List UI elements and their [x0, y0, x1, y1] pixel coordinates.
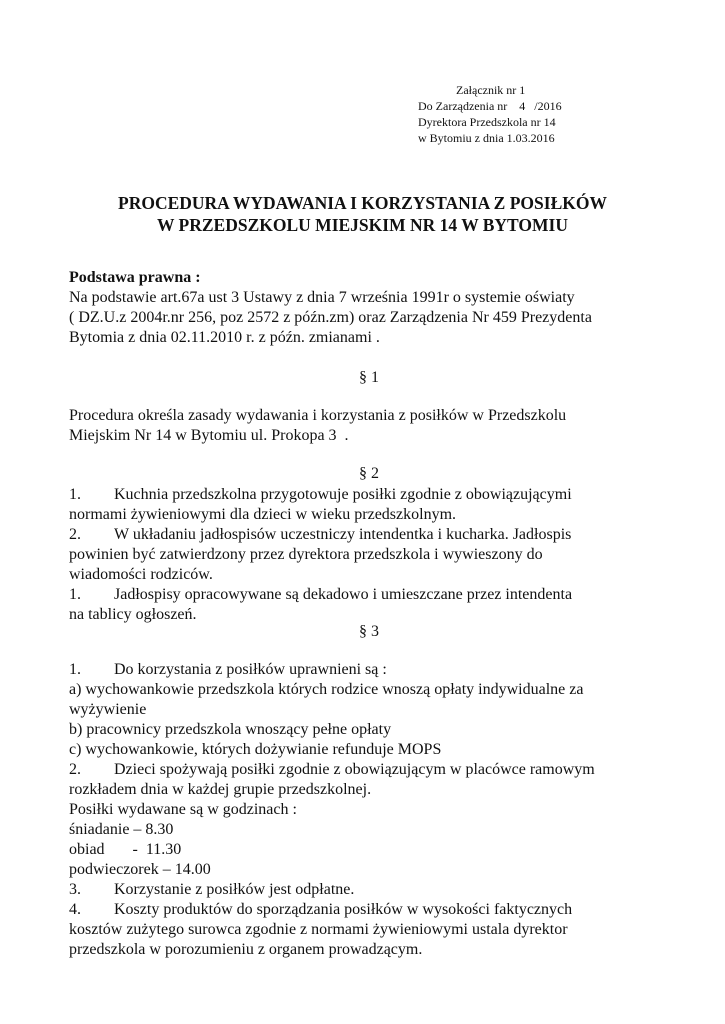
item-number: 2.	[69, 761, 81, 778]
section-mark-3: § 3	[359, 623, 379, 640]
attachment-line: Dyrektora Przedszkola nr 14	[418, 115, 556, 129]
item-text: Korzystanie z posiłków jest odpłatne.	[114, 881, 355, 898]
section3-items	[69, 660, 669, 960]
numbered-item	[69, 585, 669, 605]
title-line: W PRZEDSZKOLU MIEJSKIM NR 14 W BYTOMIU	[157, 215, 568, 235]
item-number: 1.	[69, 486, 81, 503]
item-text: Dzieci spożywają posiłki zgodnie z obowiązującym w placówce ramowym	[114, 761, 595, 778]
section2-items	[69, 485, 669, 625]
numbered-item	[69, 900, 669, 920]
item-number: 1.	[69, 661, 81, 678]
title-line: PROCEDURA WYDAWANIA I KORZYSTANIA Z POSIŁKÓW	[118, 193, 607, 213]
text-line: ( DZ.U.z 2004r.nr 256, poz 2572 z późn.zm) oraz Zarządzenia Nr 459 Prezydenta	[69, 309, 592, 326]
list-line: b) pracownicy przedszkola wnoszący pełne opłaty	[69, 721, 392, 738]
section-mark-2: § 2	[359, 465, 379, 482]
list-line: c) wychowankowie, których dożywianie refunduje MOPS	[69, 741, 442, 758]
text-line: przedszkola w porozumieniu z organem prowadzącym.	[69, 941, 423, 958]
legal-basis-heading: Podstawa prawna :	[69, 269, 201, 286]
attachment-line: Załącznik nr 1	[456, 83, 526, 97]
document-title	[40, 192, 685, 236]
text-line: kosztów zużytego surowca zgodnie z normami żywieniowymi ustala dyrektor	[69, 921, 568, 938]
text-line: rozkładem dnia w każdej grupie przedszkolnej.	[69, 781, 372, 798]
item-text: W układaniu jadłospisów uczestniczy intendentka i kucharka. Jadłospis	[114, 526, 572, 543]
numbered-item	[69, 525, 669, 545]
item-text: Koszty produktów do sporządzania posiłków w wysokości faktycznych	[114, 901, 573, 918]
item-number: 2.	[69, 526, 81, 543]
list-line: a) wychowankowie przedszkola których rodzice wnoszą opłaty indywidualne za	[69, 681, 584, 698]
meal-time: śniadanie – 8.30	[69, 821, 174, 838]
item-number: 1.	[69, 586, 81, 603]
meal-time: obiad - 11.30	[69, 841, 182, 858]
text-line: Miejskim Nr 14 w Bytomiu ul. Prokopa 3 .	[69, 427, 349, 444]
text-line: normami żywieniowymi dla dzieci w wieku przedszkolnym.	[69, 506, 457, 523]
attachment-line: w Bytomiu z dnia 1.03.2016	[418, 131, 555, 145]
numbered-item	[69, 485, 669, 505]
text-line: Procedura określa zasady wydawania i korzystania z posiłków w Przedszkolu	[69, 407, 567, 424]
text-line: Na podstawie art.67a ust 3 Ustawy z dnia 7 września 1991r o systemie oświaty	[69, 289, 575, 306]
meals-heading: Posiłki wydawane są w godzinach :	[69, 801, 297, 818]
text-line: powinien być zatwierdzony przez dyrektora przedszkola i wywieszony do	[69, 546, 543, 563]
numbered-item	[69, 880, 669, 900]
list-line: wyżywienie	[69, 701, 147, 718]
item-text: Do korzystania z posiłków uprawnieni są :	[114, 661, 387, 678]
item-text: Kuchnia przedszkolna przygotowuje posiłki zgodnie z obowiązującymi	[114, 486, 572, 503]
section1-text	[69, 406, 669, 446]
text-line: na tablicy ogłoszeń.	[69, 606, 197, 623]
section-mark-1: § 1	[359, 369, 379, 386]
item-number: 3.	[69, 881, 81, 898]
legal-basis	[69, 268, 669, 348]
attachment-note	[418, 82, 562, 146]
attachment-line: Do Zarządzenia nr 4 /2016	[418, 99, 562, 113]
meal-time: podwieczorek – 14.00	[69, 861, 211, 878]
numbered-item	[69, 760, 669, 780]
numbered-item	[69, 660, 669, 680]
text-line: Bytomia z dnia 02.11.2010 r. z późn. zmianami .	[69, 329, 380, 346]
item-number: 4.	[69, 901, 81, 918]
text-line: wiadomości rodziców.	[69, 566, 213, 583]
item-text: Jadłospisy opracowywane są dekadowo i umieszczane przez intendenta	[114, 586, 573, 603]
